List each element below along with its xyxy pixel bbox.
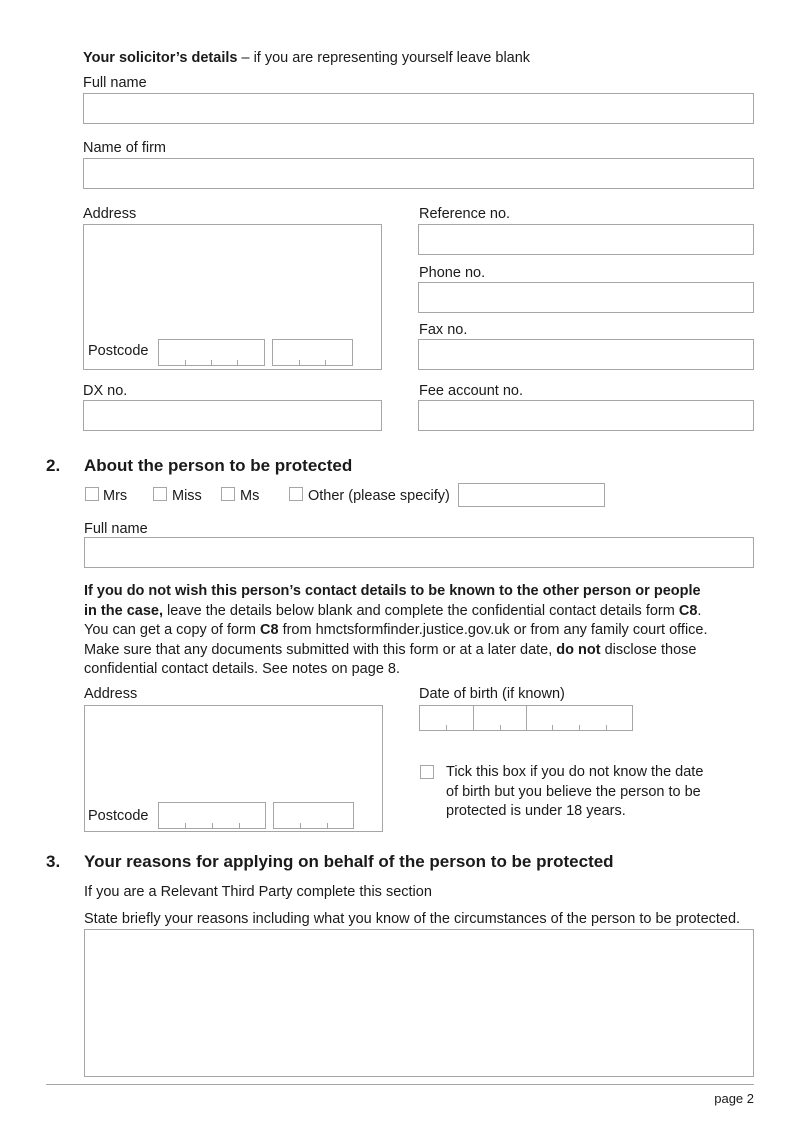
solicitor-fee-label: Fee account no. xyxy=(419,383,523,399)
solicitor-reference-field[interactable] xyxy=(418,224,754,255)
dob-field[interactable] xyxy=(419,705,633,731)
notice-bold-line2: in the case, xyxy=(84,602,163,619)
dob-note-line1: Tick this box if you do not know the date xyxy=(446,764,704,780)
solicitor-address-label: Address xyxy=(83,206,137,222)
dob-label: Date of birth (if known) xyxy=(419,686,565,702)
dob-note-line2: of birth but you believe the person to be xyxy=(446,783,701,800)
title-miss-checkbox[interactable] xyxy=(153,487,167,501)
notice-line3-c8: C8 xyxy=(260,622,279,638)
notice-form-c8: C8 xyxy=(678,602,698,619)
title-mrs-label: Mrs xyxy=(103,488,128,504)
page-number: page 2 xyxy=(714,1091,754,1106)
person-postcode-part1[interactable] xyxy=(158,802,266,829)
notice-line3-end: from hmctsformfinder.justice.gov.uk or from any family court office. xyxy=(278,622,708,638)
notice-line2-end: . xyxy=(697,602,702,619)
person-postcode-label: Postcode xyxy=(88,808,149,824)
person-postcode-part2[interactable] xyxy=(273,802,354,829)
footer-divider xyxy=(46,1084,754,1085)
solicitor-postcode-part1[interactable] xyxy=(158,339,265,366)
title-mrs-checkbox[interactable] xyxy=(85,487,99,501)
section-3-instruction: State briefly your reasons including what you know of the circumstances of the person to be protected. xyxy=(84,911,741,927)
confidentiality-notice xyxy=(84,582,708,680)
solicitor-reference-label: Reference no. xyxy=(419,206,511,222)
notice-line5: confidential contact details. See notes on page 8. xyxy=(84,661,400,677)
solicitor-dx-label: DX no. xyxy=(83,383,128,399)
notice-line2-text: leave the details below blank and complete the confidential contact details form xyxy=(162,602,679,619)
title-other-checkbox[interactable] xyxy=(289,487,303,501)
solicitor-full-name-field[interactable] xyxy=(83,93,754,124)
section-3-title: Your reasons for applying on behalf of the person to be protected xyxy=(84,852,614,871)
notice-line4-end: disclose those xyxy=(600,641,697,658)
section-2-title: About the person to be protected xyxy=(84,456,353,475)
section-3-intro: If you are a Relevant Third Party complete this section xyxy=(84,884,432,900)
solicitor-dx-field[interactable] xyxy=(83,400,382,431)
title-other-field[interactable] xyxy=(458,483,605,507)
notice-line4-start: Make sure that any documents submitted with this form or at a later date, xyxy=(84,641,557,658)
solicitor-postcode-label: Postcode xyxy=(88,343,149,359)
solicitor-fax-label: Fax no. xyxy=(419,322,468,338)
solicitor-heading-bold: Your solicitor’s details xyxy=(83,50,238,66)
reasons-field[interactable] xyxy=(84,929,754,1077)
dob-note-line3: protected is under 18 years. xyxy=(446,803,626,819)
person-full-name-field[interactable] xyxy=(84,537,754,568)
solicitor-firm-field[interactable] xyxy=(83,158,754,189)
notice-bold-line1: If you do not wish this person’s contact details to be known to the other person or people xyxy=(84,583,701,599)
solicitor-phone-label: Phone no. xyxy=(419,265,486,281)
person-full-name-label: Full name xyxy=(84,521,148,537)
solicitor-fee-field[interactable] xyxy=(418,400,754,431)
solicitor-heading-note: – if you are representing yourself leave blank xyxy=(237,50,531,66)
title-ms-checkbox[interactable] xyxy=(221,487,235,501)
solicitor-postcode-part2[interactable] xyxy=(272,339,353,366)
solicitor-heading xyxy=(83,51,530,66)
person-address-label: Address xyxy=(84,686,138,702)
title-ms-label: Ms xyxy=(240,488,260,504)
dob-unknown-checkbox[interactable] xyxy=(420,765,434,779)
notice-line4-bold: do not xyxy=(556,641,601,658)
section-2-number: 2. xyxy=(46,456,61,475)
solicitor-fax-field[interactable] xyxy=(418,339,754,370)
solicitor-firm-label: Name of firm xyxy=(83,140,166,156)
section-3-number: 3. xyxy=(46,852,61,871)
title-miss-label: Miss xyxy=(172,488,202,504)
solicitor-phone-field[interactable] xyxy=(418,282,754,313)
dob-unknown-note xyxy=(446,763,703,822)
title-other-label: Other (please specify) xyxy=(308,488,450,504)
solicitor-full-name-label: Full name xyxy=(83,75,147,91)
notice-line3-start: You can get a copy of form xyxy=(84,622,260,638)
